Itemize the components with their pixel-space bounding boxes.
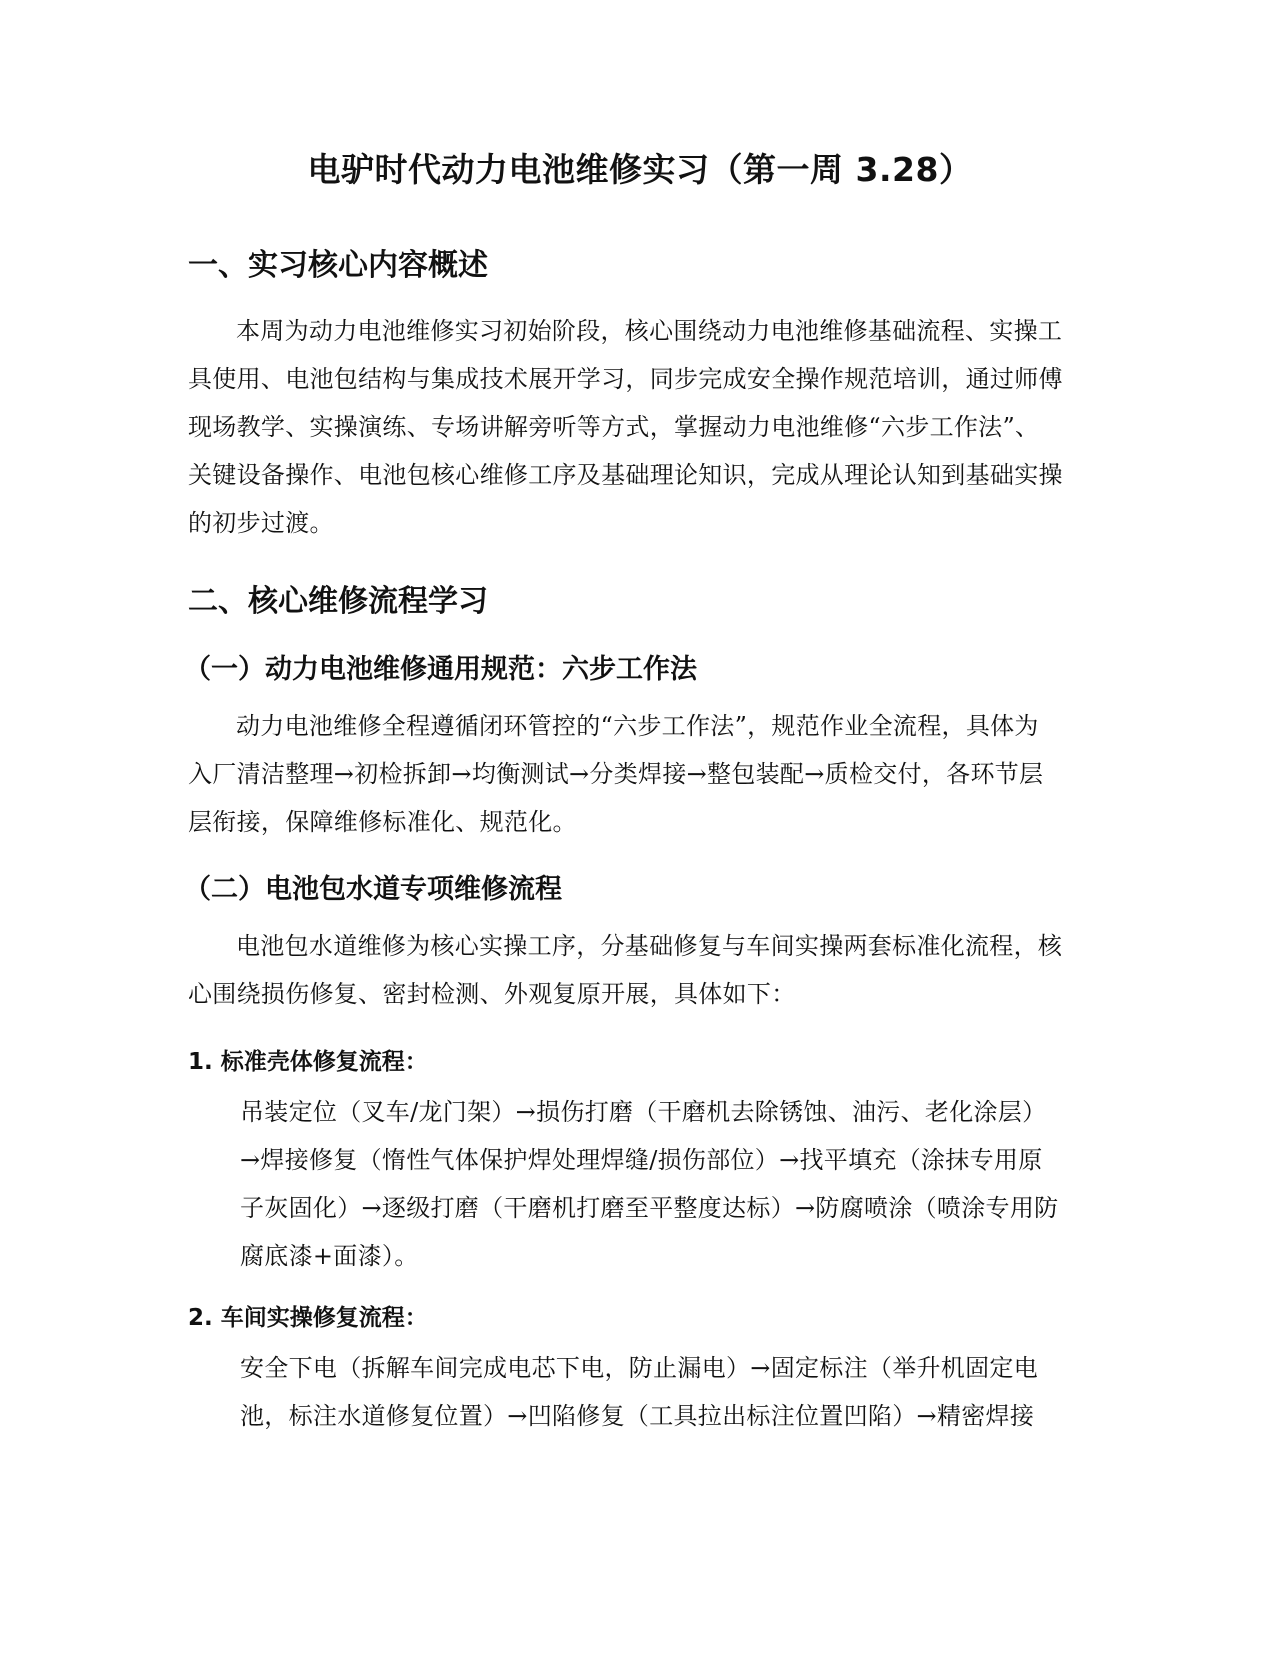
paragraph-line: 子灰固化）→逐级打磨（干磨机打磨至平整度达标）→防腐喷涂（喷涂专用防 (240, 1194, 1059, 1222)
paragraph-line: 腐底漆+面漆）。 (240, 1242, 419, 1270)
paragraph-line: 池，标注水道修复位置）→凹陷修复（工具拉出标注位置凹陷）→精密焊接 (240, 1402, 1035, 1430)
shell-repair-steps (240, 1088, 1090, 1280)
paragraph-line: 动力电池维修全程遵循闭环管控的“六步工作法”，规范作业全流程，具体为 (236, 712, 1039, 740)
document-title: 电驴时代动力电池维修实习（第一周 3.28） (307, 150, 973, 189)
section-heading-process: 二、核心维修流程学习 (188, 584, 488, 619)
waterway-paragraph (188, 922, 1088, 1018)
paragraph-line: 入厂清洁整理→初检拆卸→均衡测试→分类焊接→整包装配→质检交付，各环节层 (188, 760, 1044, 788)
paragraph-line: 层衔接，保障维修标准化、规范化。 (188, 808, 577, 836)
overview-paragraph (188, 307, 1088, 547)
list-item-heading-shell-repair: 1. 标准壳体修复流程： (188, 1049, 428, 1075)
paragraph-line: 电池包水道维修为核心实操工序，分基础修复与车间实操两套标准化流程，核 (236, 932, 1063, 960)
paragraph-line: 关键设备操作、电池包核心维修工序及基础理论知识，完成从理论认知到基础实操 (188, 461, 1063, 489)
paragraph-line: 吊装定位（叉车/龙门架）→损伤打磨（干磨机去除锈蚀、油污、老化涂层） (240, 1098, 1047, 1126)
subsection-heading-six-steps: （一）动力电池维修通用规范：六步工作法 (184, 654, 697, 685)
list-item-heading-workshop-repair: 2. 车间实操修复流程： (188, 1305, 428, 1331)
paragraph-line: 具使用、电池包结构与集成技术展开学习，同步完成安全操作规范培训，通过师傅 (188, 365, 1063, 393)
paragraph-line: 本周为动力电池维修实习初始阶段，核心围绕动力电池维修基础流程、实操工 (236, 317, 1063, 345)
section-heading-overview: 一、实习核心内容概述 (188, 248, 488, 283)
workshop-repair-steps (240, 1344, 1090, 1440)
six-steps-paragraph (188, 702, 1088, 846)
paragraph-line: 的初步过渡。 (188, 509, 334, 537)
paragraph-line: →焊接修复（惰性气体保护焊处理焊缝/损伤部位）→找平填充（涂抹专用原 (240, 1146, 1043, 1174)
paragraph-line: 心围绕损伤修复、密封检测、外观复原开展，具体如下： (188, 980, 796, 1008)
paragraph-line: 安全下电（拆解车间完成电芯下电，防止漏电）→固定标注（举升机固定电 (240, 1354, 1039, 1382)
subsection-heading-waterway: （二）电池包水道专项维修流程 (184, 874, 562, 905)
paragraph-line: 现场教学、实操演练、专场讲解旁听等方式，掌握动力电池维修“六步工作法”、 (188, 413, 1040, 441)
